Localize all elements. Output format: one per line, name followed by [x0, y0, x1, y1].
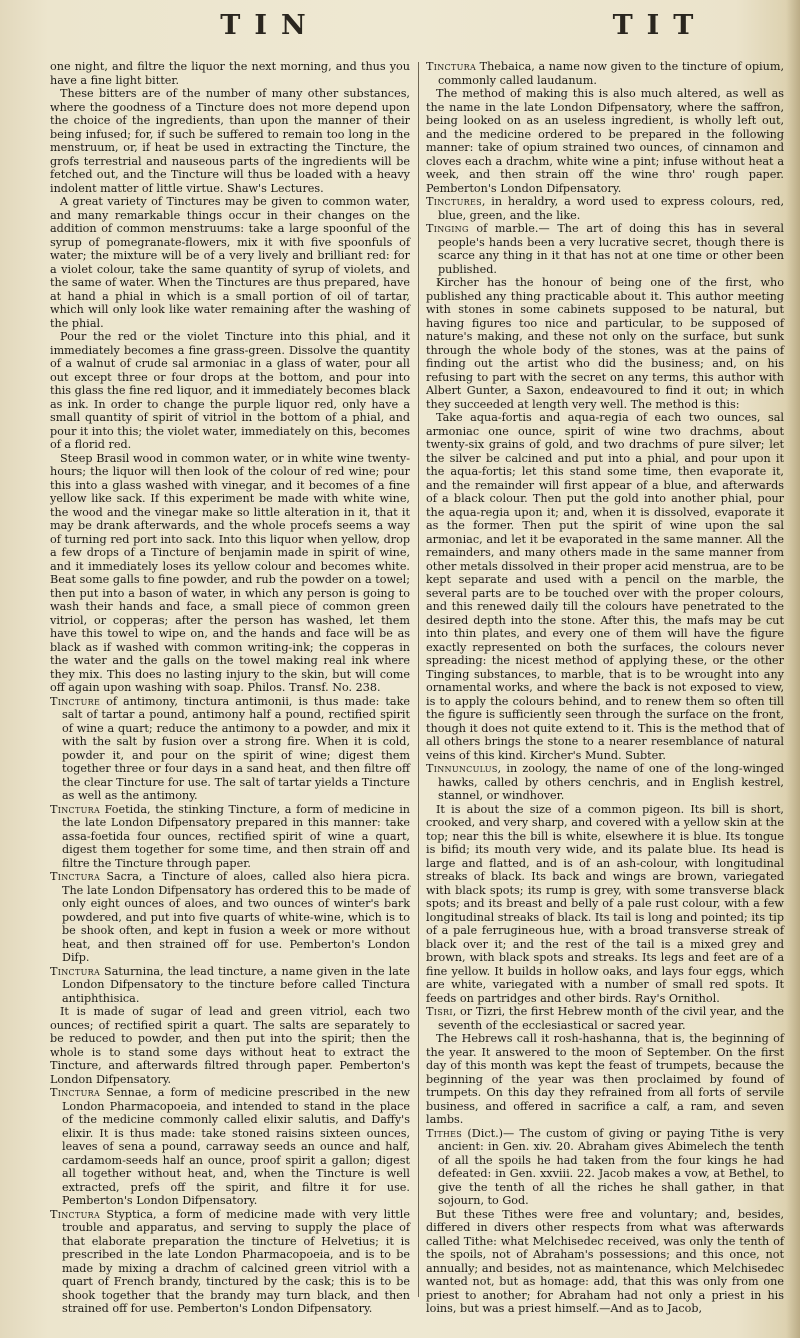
entry-text: of antimony, tinctura antimonii, is thus made: take salt of tartar a pound, antimony half a pound, rectified spirit of wine a quart; reduce the antimony to a powder, and mix it with the salt by fusion over a strong fire. When it is cold, powder it, and pour on the spirit of wine; digest them together three or four days in a sand heat, and then filtre off the clear Tincture for use. The salt of tartar yields a Tincture as well as the antimony.: [62, 694, 410, 802]
entry-headword: Tinctura: [50, 870, 101, 883]
running-head-right: TIT: [612, 10, 708, 41]
dictionary-entry: [426, 222, 784, 276]
right-column: [426, 60, 784, 1316]
entry-text: Foetida, the stinking Tincture, a form of medicine in the late London Difpensatory prepared in this manner: take assa-foetida four ounces, rectified spirit of wine a quart, digest them together for some time, and then strain off and filtre the Tincture through paper.: [62, 802, 410, 870]
entry-headword: Tinctura: [50, 964, 101, 978]
running-head-left: TIN: [220, 10, 320, 41]
body-paragraph: These bitters are of the number of many other substances, where the goodness of a Tincture does not more depend upon the choice of the ingredients, than upon the manner of their being infused; for, if such be suffered to remain too long in the menstruum, or, if heat be used in extracting the Tincture, the grofs terrestrial and nauseous parts of the ingredients will be fetched out, and the Tincture will thus be loaded with a heavy indolent matter of little virtue. Shaw's Lectures.: [50, 87, 410, 195]
entry-headword: Tithes: [426, 1126, 463, 1140]
body-paragraph: Steep Brasil wood in common water, or in white wine twenty-hours; the liquor will then look of the colour of red wine; pour this into a glass washed with vinegar, and it becomes of a fine yellow like sack. If this experiment be made with white wine, the wood and the vinegar make so little alteration in it, that it may be drank afterwards, and the whole procefs seems a way of turning red port into sack. Into this liquor when yellow, drop a few drops of a Tincture of benjamin made in spirit of wine, and it immediately loses its yellow colour and becomes white. Beat some galls to fine powder, and rub the powder on a towel; then put into a bason of water, in which any person is going to wash their hands and face, a small piece of common green vitriol, or copperas; after the person has washed, let them have this towel to wipe on, and the hands and face will be as black as if washed with common writing-ink; the copperas in the water and the galls on the towel making real ink where they mix. This does no lasting injury to the skin, but will come off again upon washing with soap. Philos. Transf. No. 238.: [50, 451, 410, 694]
entry-headword: Tincture: [50, 694, 101, 708]
dictionary-entry: [50, 870, 410, 965]
body-paragraph: It is made of sugar of lead and green vitriol, each two ounces; of rectified spirit a quart. The salts are separately to be reduced to powder, and then put into the spirit; then the whole is to stand some days without heat to extract the Tincture, and afterwards filtred through paper. Pemberton's London Difpensatory.: [50, 1005, 410, 1086]
entry-text: of marble.— The art of doing this has in several people's hands been a very lucrative secret, though there is scarce any thing in it that has not at one time or other been published.: [438, 222, 784, 276]
entry-headword: Tinctura: [50, 1207, 101, 1221]
dictionary-entry: [50, 1208, 410, 1316]
body-paragraph: Kircher has the honour of being one of the first, who published any thing practicable about it. This author meeting with stones in some cabinets supposed to be natural, but having figures too nice and particular, to be supposed of nature's making, and these not only on the surface, but sunk through the whole body of the stones, was at the pains of finding out the artist who did the business; and, on his refusing to part with the secret on any terms, this author with Albert Gunter, a Saxon, endeavoured to find it out; in which they succeeded at length very well. The method is this:: [426, 276, 784, 411]
dictionary-entry: [50, 965, 410, 1006]
entry-headword: Tisri: [426, 1005, 453, 1018]
entry-text: (Dict.)— The custom of giving or paying Tithe is very ancient: in Gen. xiv. 20. Abraham gives Abimelech the tenth of all the spoils he had taken from the four kings he had defeated: in Gen. xxviii. 22. Jacob makes a vow, at Bethel, to give the tenth of all the riches he shall gather, in that sojourn, to God.: [438, 1126, 784, 1207]
dictionary-entry: [426, 60, 784, 87]
body-paragraph: The method of making this is also much altered, as well as the name in the late London Difpensatory, where the saffron, being looked on as an useless ingredient, is wholly left out, and the medicine ordered to be prepared in the following manner: take of opium strained two ounces, of cinnamon and cloves each a drachm, white wine a pint; infuse without heat a week, and then strain off the wine thro' rough paper. Pemberton's London Difpensatory.: [426, 87, 784, 195]
column-divider: [418, 62, 419, 1297]
dictionary-entry: [50, 803, 410, 871]
page-edge-shadow: [786, 0, 800, 1338]
body-paragraph: It is about the size of a common pigeon. Its bill is short, crooked, and very sharp, and covered with a yellow skin at the top; near this the bill is white, elsewhere it is blue. Its tongue is bifid; its mouth very wide, and its palate blue. Its head is large and flatted, and is of an ash-colour, with longitudinal streaks of black. Its back and wings are brown, variegated with black spots; its rump is grey, with some transverse black spots; and its breast and belly of a pale rust colour, with a few longitudinal streaks of black. Its tail is long and pointed; its tip of a pale ferrugineous hue, with a broad transverse streak of black over it; and the rest of the tail is a mixed grey and brown, with black spots and streaks. Its legs and feet are of a fine yellow. It builds in hollow oaks, and lays four eggs, which are white, variegated with a number of small red spots. It feeds on partridges and other birds. Ray's Ornithol.: [426, 802, 784, 1005]
entry-text: Saturnina, the lead tincture, a name given in the late London Difpensatory to the tincture before called Tinctura antiphthisica.: [62, 964, 410, 1005]
dictionary-entry: [50, 1086, 410, 1208]
entry-text: Styptica, a form of medicine made with very little trouble and apparatus, and serving to supply the place of that elaborate preparation the tincture of Helvetius; it is prescribed in the late London Pharmacopoeia, and is to be made by mixing a drachm of calcined green vitriol with a quart of French brandy, tinctured by the cask; this is to be shook together that the brandy may turn black, and then strained off for use. Pemberton's London Difpensatory.: [62, 1207, 410, 1315]
entry-headword: Tinctures: [426, 195, 482, 208]
body-paragraph: Take aqua-fortis and aqua-regia of each two ounces, sal armoniac one ounce, spirit of wine two drachms, about twenty-six grains of gold, and two drachms of pure silver; let the silver be calcined and put into a phial, and pour upon it the aqua-fortis; let this stand some time, then evaporate it, and the remainder will first appear of a blue, and afterwards of a black colour. Then put the gold into another phial, pour the aqua-regia upon it; and, when it is dissolved, evaporate it as the former. Then put the spirit of wine upon the sal armoniac, and let it be evaporated in the same manner. All the remainders, and many others made in the same manner from other metals dissolved in their proper acid menstrua, are to be kept separate and used with a pencil on the marble, the several parts are to be touched over with the proper colours, and this renewed daily till the colours have penetrated to the desired depth into the stone. After this, the mafs may be cut into thin plates, and every one of them will have the figure exactly represented on both the surfaces, the colours never spreading: the nicest method of applying these, or the other Tinging substances, to marble, that is to be wrought into any ornamental works, and where the back is not exposed to view, is to apply the colours behind, and to renew them so often till the figure is sufficiently seen through the surface on the front, though it does not quite extend to it. This is the method that of all others brings the stone to a nearer resemblance of natural veins of this kind. Kircher's Mund. Subter.: [426, 411, 784, 762]
dictionary-entry: [426, 195, 784, 222]
entry-headword: Tinctura: [50, 1086, 101, 1099]
dictionary-entry: [426, 1127, 784, 1208]
entry-text: , in heraldry, a word used to express colours, red, blue, green, and the like.: [438, 195, 784, 222]
dictionary-entry: [426, 1005, 784, 1032]
body-paragraph: Pour the red or the violet Tincture into this phial, and it immediately becomes a fine grass-green. Dissolve the quantity of a walnut of crude sal armoniac in a glass of water, pour all out except three or four drops at the bottom, and pour into this glass the fine red liquor, and it immediately becomes black as ink. In order to change the purple liquor red, only have a small quantity of spirit of vitriol in the bottom of a phial, and pour it into this; the violet water, immediately on this, becomes of a florid red.: [50, 330, 410, 451]
entry-text: , or Tizri, the first Hebrew month of the civil year, and the seventh of the ecclesiastical or sacred year.: [438, 1005, 784, 1032]
dictionary-entry: [426, 762, 784, 803]
body-paragraph: A great variety of Tinctures may be given to common water, and many remarkable things occur in their changes on the addition of common menstruums: take a large spoonful of the syrup of pomegranate-flowers, mix it with five spoonfuls of water; the mixture will be of a very lively and brilliant red: for a violet colour, take the same quantity of syrup of violets, and the same of water. When the Tinctures are thus prepared, have at hand a phial in which is a small portion of oil of tartar, which will only look like water remaining after the washing of the phial.: [50, 195, 410, 330]
body-paragraph: But these Tithes were free and voluntary; and, besides, differed in divers other respects from what was afterwards called Tithe: what Melchisedec received, was only the tenth of the spoils, not of Abraham's possessions; and this once, not annually; and besides, not as maintenance, which Melchisedec wanted not, but as homage: add, that this was only from one priest to another; for Abraham had not only a priest in his loins, but was a priest himself.—And as to Jacob,: [426, 1207, 784, 1315]
body-paragraph: one night, and filtre the liquor the next morning, and thus you have a fine light bitter.: [50, 60, 410, 87]
left-column: [50, 60, 410, 1316]
entry-headword: Tinnunculus: [426, 762, 498, 775]
entry-text: Thebaica, a name now given to the tincture of opium, commonly called laudanum.: [438, 60, 784, 87]
body-paragraph: The Hebrews call it rosh-hashanna, that is, the beginning of the year. It answered to the moon of September. On the first day of this month was kept the feast of trumpets, because the beginning of the year was then proclaimed by found of trumpets. On this day they refrained from all forts of servile business, and offered in sacrifice a calf, a ram, and seven lambs.: [426, 1032, 784, 1126]
entry-headword: Tinctura: [426, 60, 477, 73]
entry-headword: Tinctura: [50, 802, 101, 816]
entry-text: Sacra, a Tincture of aloes, called also hiera picra. The late London Difpensatory has ordered this to be made of only eight ounces of aloes, and two ounces of winter's bark powdered, and put into five quarts of white-wine, which is to be shook often, and kept in fusion a week or more without heat, and then strained off for use. Pemberton's London Difp.: [62, 870, 410, 964]
entry-text: , in zoology, the name of one of the long-winged hawks, called by others cenchris, and in English kestrel, stannel, or windhover.: [438, 762, 784, 802]
entry-text: Sennae, a form of medicine prescribed in the new London Pharmacopoeia, and intended to stand in the place of the medicine commonly called elixir salutis, and Daffy's elixir. It is thus made: take stoned raisins sixteen ounces, leaves of sena a pound, carraway seeds an ounce and half, cardamom-seeds half an ounce, proof spirit a gallon; digest all together without heat, and, when the Tincture is well extracted, prefs off the spirit, and filtre it for use. Pemberton's London Difpensatory.: [62, 1086, 410, 1207]
entry-headword: Tinging: [426, 222, 469, 235]
dictionary-entry: [50, 695, 410, 803]
